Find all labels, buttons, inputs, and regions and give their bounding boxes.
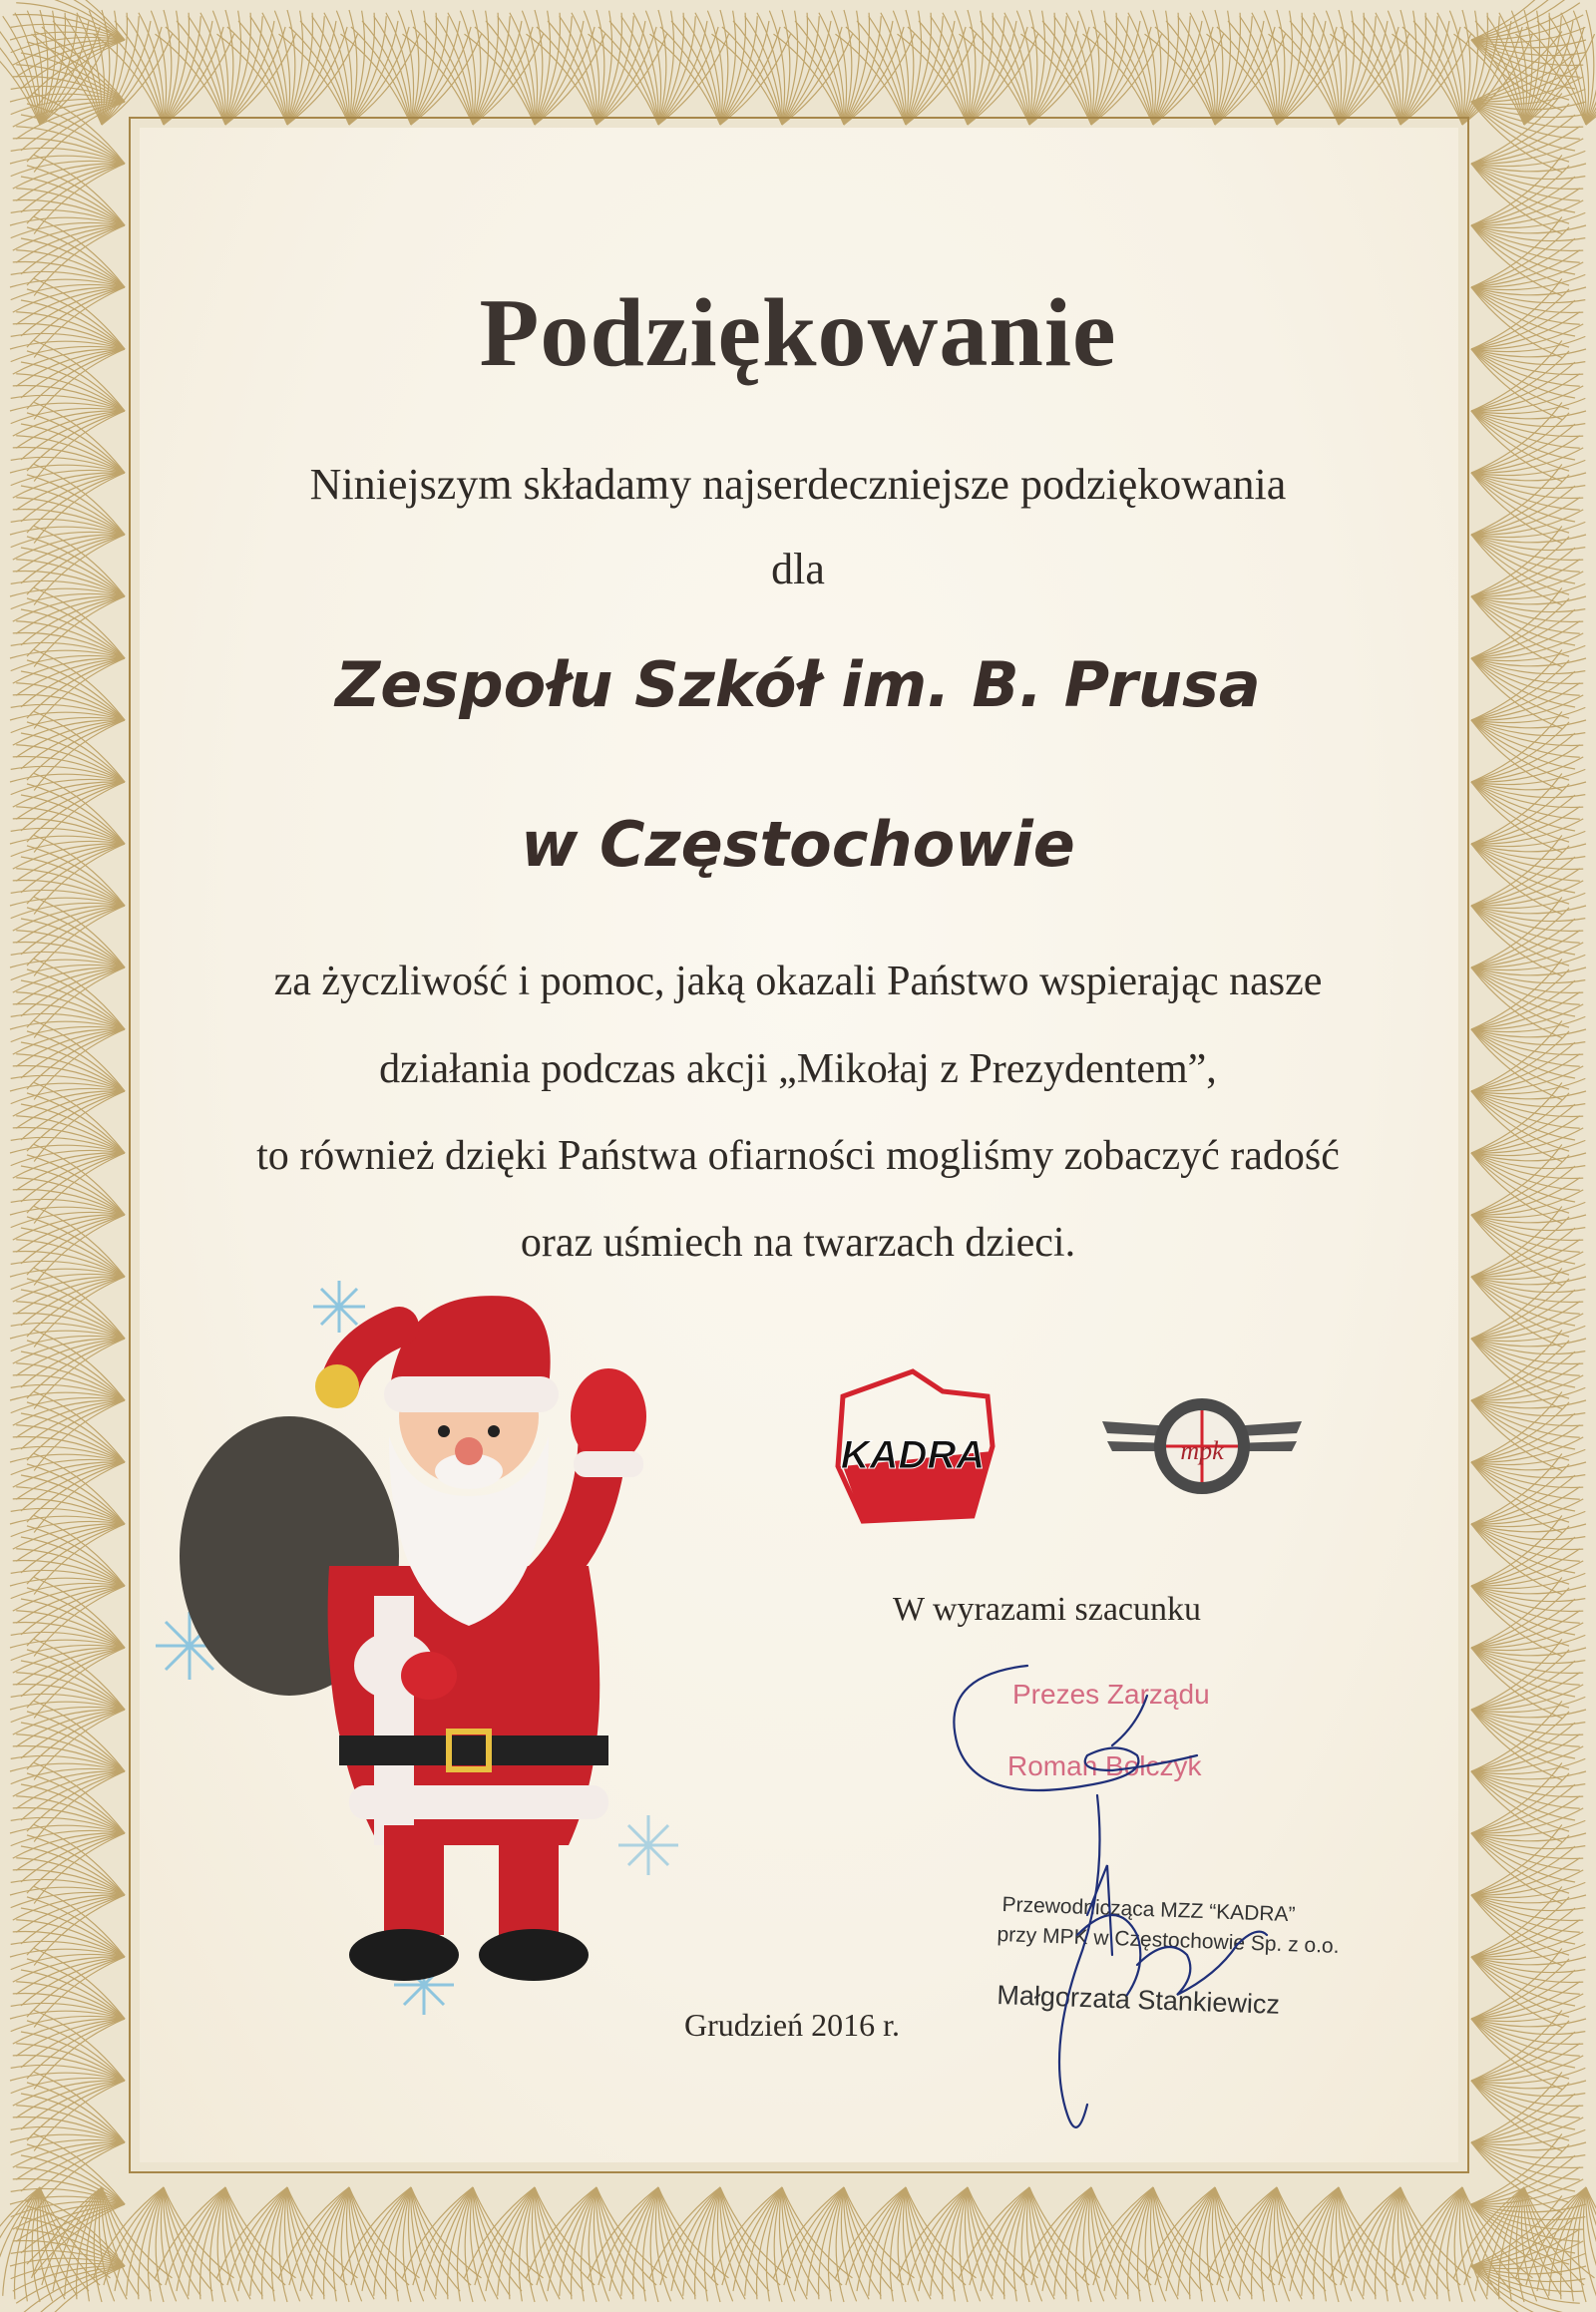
stamp-union-title: Przewodnicząca MZZ “KADRA”	[1001, 1893, 1296, 1927]
mitten	[571, 1368, 646, 1464]
mpk-logo-text: mpk	[1180, 1436, 1224, 1465]
mpk-logo	[1092, 1381, 1312, 1511]
issue-date: Grudzień 2016 r.	[684, 2007, 900, 2043]
handwritten-signature	[938, 1636, 1317, 2154]
stamp-union-name: Małgorzata Stankiewicz	[996, 1980, 1281, 2020]
closing-text: W wyrazami szacunku	[893, 1591, 1202, 1628]
stamp-board-title: Prezes Zarządu	[1012, 1679, 1210, 1710]
body-line: za życzliwość i pomoc, jaką okazali Państwo wspierając nasze	[273, 959, 1323, 1004]
body-line: działania podczas akcji „Mikołaj z Prezydentem”,	[379, 1046, 1217, 1092]
certificate-title: Podziękowanie	[479, 279, 1117, 387]
recipient-name: Zespołu Szkół im. B. Prusa	[335, 648, 1261, 721]
stamp-union-company: przy MPK w Częstochowie Sp. z o.o.	[997, 1923, 1340, 1958]
recipient-city: w Częstochowie	[521, 808, 1075, 881]
santa-claus-illustration	[150, 1267, 788, 2045]
intro-text: Niniejszym składamy najserdeczniejsze podziękowania	[309, 460, 1287, 509]
body-line: oraz uśmiech na twarzach dzieci.	[520, 1220, 1076, 1266]
kadra-logo-text: KADRA	[840, 1433, 986, 1477]
body-line: to również dzięki Państwa ofiarności mogliśmy zobaczyć radość	[256, 1133, 1340, 1179]
stamp-board-name: Roman Bolczyk	[1007, 1750, 1202, 1781]
kadra-logo	[823, 1356, 1002, 1536]
for-text: dla	[771, 545, 825, 593]
